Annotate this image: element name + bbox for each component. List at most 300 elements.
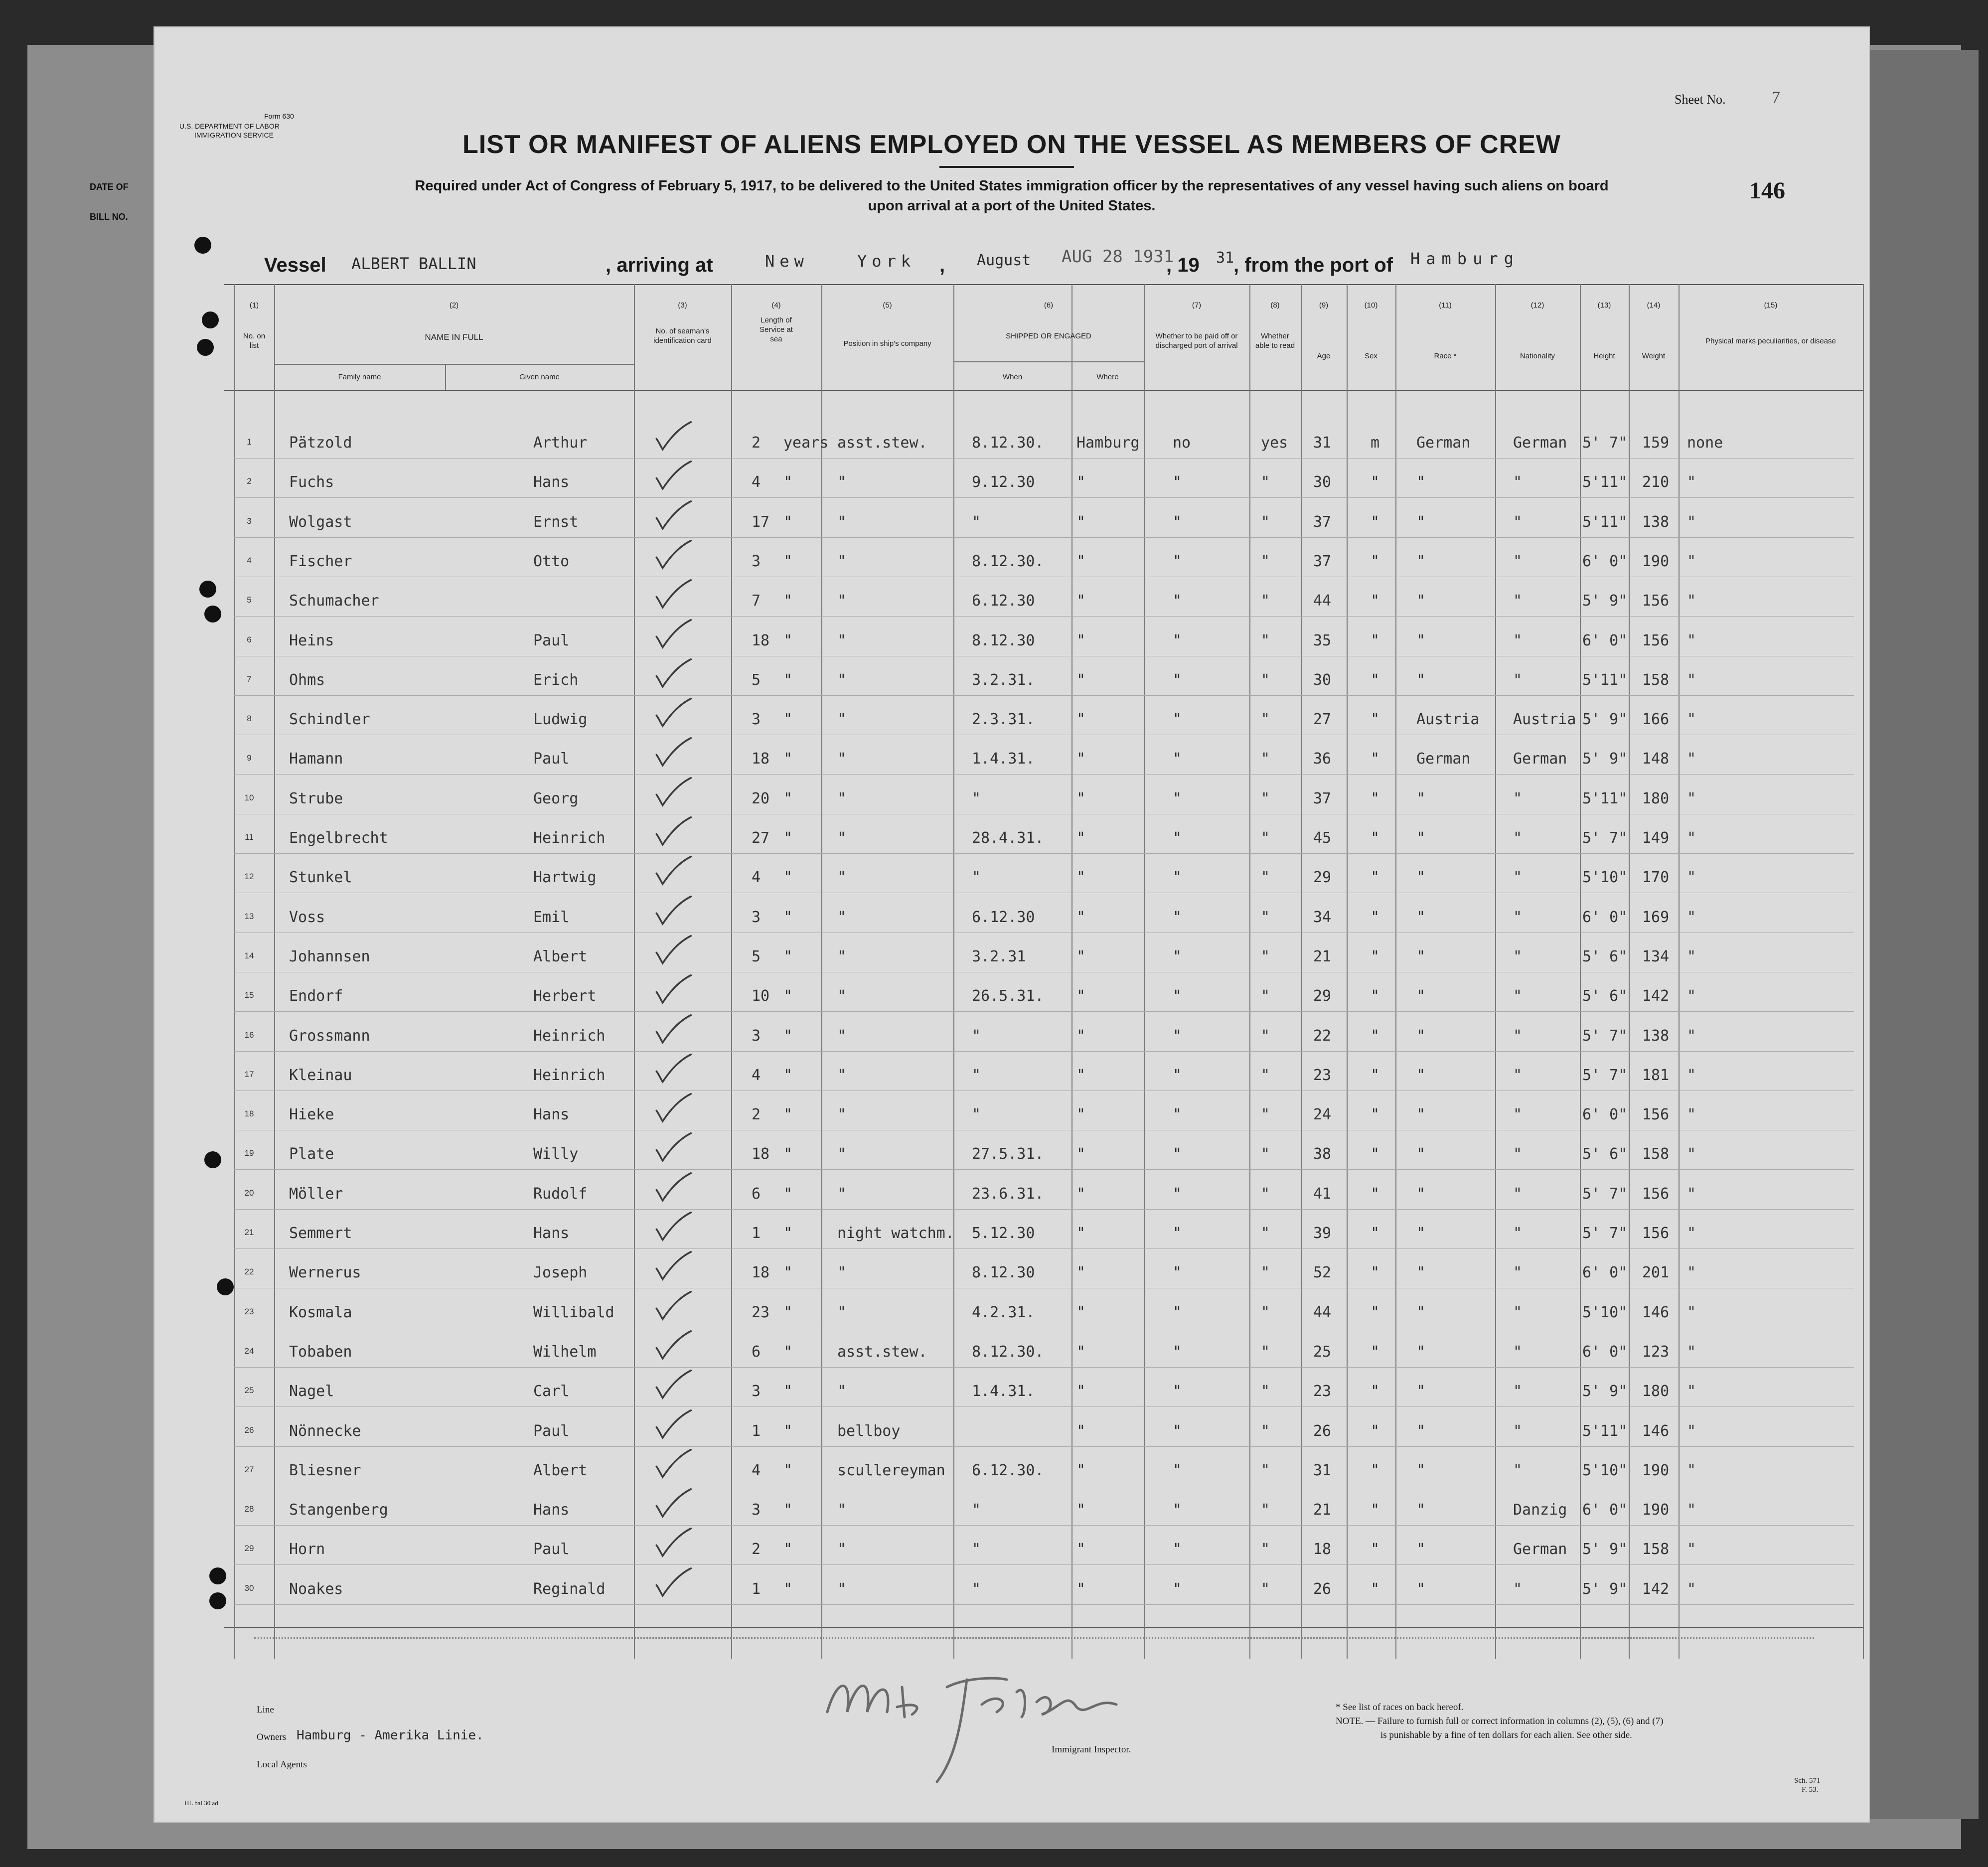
able-to-read-cell: "	[1261, 553, 1270, 570]
subtitle-line2: upon arrival at a port of the United States.	[868, 198, 1156, 214]
service-length-cell: 2	[752, 1106, 761, 1123]
position-cell: "	[837, 711, 847, 728]
nationality-cell: "	[1513, 869, 1523, 886]
family-name-cell: Möller	[289, 1185, 343, 1203]
row-number-cell: 14	[244, 951, 254, 960]
col14-number: (14)	[1647, 301, 1661, 310]
weight-cell: 158	[1642, 1145, 1670, 1163]
shipped-when-cell: 27.5.31.	[972, 1145, 1044, 1163]
race-cell: "	[1416, 1264, 1426, 1281]
family-name-cell: Plate	[289, 1145, 334, 1163]
service-unit-cell: "	[783, 553, 793, 570]
row-number-cell: 27	[244, 1465, 254, 1474]
position-cell: "	[837, 1145, 847, 1163]
family-name-cell: Noakes	[289, 1580, 343, 1598]
age-cell: 44	[1313, 1304, 1332, 1321]
shipped-where-cell: "	[1076, 473, 1086, 491]
paid-off-cell: "	[1173, 1580, 1182, 1598]
shipped-where-cell: "	[1076, 553, 1086, 570]
sex-cell: "	[1371, 1027, 1380, 1045]
shipped-where-cell: "	[1076, 948, 1086, 965]
paid-off-cell: "	[1173, 1185, 1182, 1203]
family-name-cell: Pätzold	[289, 434, 352, 452]
weight-cell: 156	[1642, 632, 1670, 649]
service-unit-cell: "	[783, 869, 793, 886]
paid-off-cell: "	[1173, 1225, 1182, 1242]
paid-off-cell: "	[1173, 948, 1182, 965]
able-to-read-cell: "	[1261, 987, 1270, 1005]
sex-cell: "	[1371, 1383, 1380, 1400]
check-mark-icon	[653, 421, 693, 452]
weight-cell: 190	[1642, 553, 1670, 570]
row-number-cell: 12	[244, 872, 254, 881]
service-length-cell: 18	[752, 1145, 770, 1163]
physical-marks-cell: "	[1687, 790, 1696, 807]
shipped-where-cell: "	[1076, 869, 1086, 886]
shipped-when-cell: 6.12.30	[972, 592, 1035, 610]
service-length-cell: 5	[752, 948, 761, 965]
able-to-read-cell: "	[1261, 671, 1270, 689]
age-cell: 30	[1313, 473, 1332, 491]
able-to-read-cell: "	[1261, 1422, 1270, 1440]
col13-label: Height	[1593, 352, 1615, 360]
row-rule	[234, 1406, 1854, 1407]
paid-off-cell: "	[1173, 1501, 1182, 1519]
position-cell: "	[837, 869, 847, 886]
position-cell: "	[837, 671, 847, 689]
row-rule	[234, 1367, 1854, 1368]
weight-cell: 201	[1642, 1264, 1670, 1281]
row-number-cell: 18	[244, 1109, 254, 1118]
race-cell: "	[1416, 553, 1426, 570]
family-name-cell: Hamann	[289, 750, 343, 768]
able-to-read-cell: "	[1261, 948, 1270, 965]
paid-off-cell: "	[1173, 1462, 1182, 1479]
given-name-cell: Ernst	[533, 513, 579, 531]
nationality-cell: "	[1513, 829, 1523, 847]
physical-marks-cell: "	[1687, 1225, 1696, 1242]
sex-cell: "	[1371, 1580, 1380, 1598]
physical-marks-cell: "	[1687, 909, 1696, 926]
row-number-cell: 26	[244, 1425, 254, 1435]
shipped-when-cell: 8.12.30	[972, 632, 1035, 649]
paid-off-cell: "	[1173, 1541, 1182, 1558]
service-length-cell: 3	[752, 1027, 761, 1045]
paid-off-cell: "	[1173, 592, 1182, 610]
check-mark-icon	[653, 1528, 693, 1558]
physical-marks-cell: "	[1687, 1027, 1696, 1045]
able-to-read-cell: "	[1261, 869, 1270, 886]
service-length-cell: 3	[752, 1383, 761, 1400]
col5-label: Position in ship's company	[843, 339, 931, 348]
age-cell: 35	[1313, 632, 1332, 649]
able-to-read-cell: "	[1261, 750, 1270, 768]
position-cell: "	[837, 1541, 847, 1558]
service-unit-cell: "	[783, 1027, 793, 1045]
given-name-cell: Hartwig	[533, 869, 597, 886]
given-name-cell: Erich	[533, 671, 579, 689]
age-cell: 22	[1313, 1027, 1332, 1045]
shipped-split-rule	[953, 361, 1144, 362]
service-unit-cell: "	[783, 1304, 793, 1321]
age-cell: 25	[1313, 1343, 1332, 1361]
weight-cell: 146	[1642, 1304, 1670, 1321]
service-unit-cell: "	[783, 1462, 793, 1479]
col5-number: (5)	[883, 301, 892, 310]
col4-label: Length of Service at sea	[760, 316, 793, 343]
nationality-cell: "	[1513, 1264, 1523, 1281]
height-cell: 5' 9"	[1582, 1383, 1628, 1400]
physical-marks-cell: "	[1687, 869, 1696, 886]
row-number-cell: 3	[247, 516, 252, 526]
position-cell: "	[837, 829, 847, 847]
shipped-when-cell: "	[972, 1541, 981, 1558]
sex-cell: "	[1371, 1462, 1380, 1479]
race-cell: "	[1416, 1422, 1426, 1440]
age-cell: 38	[1313, 1145, 1332, 1163]
service-length-cell: 2	[752, 434, 761, 452]
shipped-where-cell: Hamburg	[1076, 434, 1140, 452]
weight-cell: 156	[1642, 1185, 1670, 1203]
check-mark-icon	[653, 500, 693, 531]
position-cell: "	[837, 1264, 847, 1281]
page-number: 146	[1749, 177, 1785, 204]
inspector-signature	[817, 1657, 1176, 1787]
race-cell: "	[1416, 1343, 1426, 1361]
position-cell: "	[837, 553, 847, 570]
check-mark-icon	[653, 619, 693, 650]
position-cell: "	[837, 750, 847, 768]
shipped-when-cell: 6.12.30	[972, 909, 1035, 926]
check-mark-icon	[653, 698, 693, 729]
form-number: Form 630	[264, 112, 294, 120]
sex-cell: "	[1371, 1422, 1380, 1440]
age-cell: 24	[1313, 1106, 1332, 1123]
service-length-cell: 17	[752, 513, 770, 531]
height-cell: 5' 9"	[1582, 1541, 1628, 1558]
position-cell: "	[837, 592, 847, 610]
service-length-cell: 4	[752, 1462, 761, 1479]
shipped-when-cell: 2.3.31.	[972, 711, 1035, 728]
paid-off-cell: "	[1173, 1145, 1182, 1163]
given-name-cell: Herbert	[533, 987, 597, 1005]
check-mark-icon	[653, 461, 693, 491]
shipped-where-cell: "	[1076, 790, 1086, 807]
vessel-label: Vessel	[264, 254, 326, 276]
row-number-cell: 4	[247, 556, 252, 565]
given-name-cell: Albert	[533, 948, 588, 965]
height-cell: 6' 0"	[1582, 632, 1628, 649]
check-mark-icon	[653, 1409, 693, 1440]
local-agents-label: Local Agents	[257, 1759, 307, 1770]
height-cell: 6' 0"	[1582, 553, 1628, 570]
given-name-cell: Hans	[533, 1106, 570, 1123]
col4-number: (4)	[771, 301, 781, 310]
race-cell: "	[1416, 1462, 1426, 1479]
shipped-when-cell: "	[972, 1027, 981, 1045]
row-rule	[234, 497, 1854, 498]
row-number-cell: 25	[244, 1386, 254, 1395]
nationality-cell: "	[1513, 790, 1523, 807]
shipped-where-cell: "	[1076, 1067, 1086, 1084]
shipped-when-cell: 23.6.31.	[972, 1185, 1044, 1203]
family-name-cell: Nagel	[289, 1383, 334, 1400]
able-to-read-cell: "	[1261, 1541, 1270, 1558]
col1-number: (1)	[249, 301, 259, 310]
race-cell: "	[1416, 473, 1426, 491]
nationality-cell: "	[1513, 592, 1523, 610]
service-length-cell: 4	[752, 473, 761, 491]
col10-label: Sex	[1365, 352, 1377, 360]
shipped-when-cell: "	[972, 869, 981, 886]
service-unit-cell: "	[783, 1343, 793, 1361]
service-length-cell: 6	[752, 1343, 761, 1361]
race-cell: "	[1416, 987, 1426, 1005]
sex-cell: "	[1371, 513, 1380, 531]
paid-off-cell: "	[1173, 1027, 1182, 1045]
able-to-read-cell: "	[1261, 1462, 1270, 1479]
race-cell: "	[1416, 790, 1426, 807]
shipped-where-cell: "	[1076, 1304, 1086, 1321]
service-unit-cell: "	[783, 1067, 793, 1084]
col11-number: (11)	[1439, 301, 1452, 310]
given-name-cell: Heinrich	[533, 1067, 606, 1084]
race-cell: "	[1416, 1185, 1426, 1203]
given-name-cell: Paul	[533, 750, 570, 768]
race-cell: "	[1416, 1304, 1426, 1321]
service-length-cell: 6	[752, 1185, 761, 1203]
service-length-cell: 23	[752, 1304, 770, 1321]
family-name-cell: Voss	[289, 909, 325, 926]
row-number-cell: 30	[244, 1583, 254, 1593]
nationality-cell: "	[1513, 987, 1523, 1005]
nationality-cell: "	[1513, 1145, 1523, 1163]
nationality-cell: "	[1513, 553, 1523, 570]
row-rule	[234, 1090, 1854, 1091]
shipped-where-cell: "	[1076, 1185, 1086, 1203]
family-name-cell: Grossmann	[289, 1027, 370, 1045]
shipped-where-cell: "	[1076, 1541, 1086, 1558]
position-cell: asst.stew.	[837, 434, 927, 452]
height-cell: 5' 6"	[1582, 1145, 1628, 1163]
arriving-city-1: New	[765, 252, 809, 271]
weight-cell: 169	[1642, 909, 1670, 926]
shipped-when-cell: "	[972, 1580, 981, 1598]
shipped-where-cell: "	[1076, 671, 1086, 689]
service-length-cell: 2	[752, 1541, 761, 1558]
row-number-cell: 9	[247, 753, 252, 763]
given-name-cell: Hans	[533, 1225, 570, 1242]
row-number-cell: 19	[244, 1148, 254, 1158]
owners-label: Owners	[257, 1732, 287, 1742]
height-cell: 5' 9"	[1582, 711, 1628, 728]
race-cell: "	[1416, 948, 1426, 965]
position-cell: "	[837, 909, 847, 926]
nationality-cell: "	[1513, 909, 1523, 926]
penalty-note-2: is punishable by a fine of ten dollars for each alien. See other side.	[1380, 1730, 1632, 1740]
binder-hole	[194, 237, 211, 254]
weight-cell: 134	[1642, 948, 1670, 965]
able-to-read-cell: "	[1261, 513, 1270, 531]
given-name-cell: Hans	[533, 473, 570, 491]
check-mark-icon	[653, 1093, 693, 1124]
height-cell: 5' 7"	[1582, 829, 1628, 847]
age-cell: 29	[1313, 869, 1332, 886]
able-to-read-cell: "	[1261, 1580, 1270, 1598]
col12-label: Nationality	[1520, 352, 1555, 360]
weight-cell: 158	[1642, 671, 1670, 689]
given-name-cell: Albert	[533, 1462, 588, 1479]
penalty-note-1: NOTE. — Failure to furnish full or correct information in columns (2), (5), (6) and (7)	[1336, 1716, 1664, 1726]
shipped-where-cell: "	[1076, 1264, 1086, 1281]
nationality-cell: "	[1513, 632, 1523, 649]
height-cell: 5'11"	[1582, 671, 1628, 689]
paid-off-cell: "	[1173, 1383, 1182, 1400]
check-mark-icon	[653, 856, 693, 887]
position-cell: bellboy	[837, 1422, 901, 1440]
check-mark-icon	[653, 816, 693, 847]
service-length-cell: 20	[752, 790, 770, 807]
sex-cell: "	[1371, 711, 1380, 728]
service-length-cell: 3	[752, 909, 761, 926]
age-cell: 37	[1313, 513, 1332, 531]
sex-cell: "	[1371, 1541, 1380, 1558]
service-unit-cell: "	[783, 1185, 793, 1203]
physical-marks-cell: "	[1687, 1383, 1696, 1400]
height-cell: 6' 0"	[1582, 1106, 1628, 1123]
line-label: Line	[257, 1705, 274, 1715]
shipped-where-cell: "	[1076, 1580, 1086, 1598]
check-mark-icon	[653, 1212, 693, 1243]
from-port-label: , from the port of	[1233, 254, 1393, 276]
subtitle-line1: Required under Act of Congress of February 5, 1917, to be delivered to the United States immigration officer by the representatives of any vessel having such aliens on board	[415, 178, 1609, 194]
weight-cell: 180	[1642, 1383, 1670, 1400]
height-cell: 6' 0"	[1582, 909, 1628, 926]
physical-marks-cell: "	[1687, 632, 1696, 649]
given-name-cell: Heinrich	[533, 1027, 606, 1045]
row-rule	[234, 695, 1854, 696]
given-name-cell: Hans	[533, 1501, 570, 1519]
check-mark-icon	[653, 1054, 693, 1085]
service-unit-cell: "	[783, 948, 793, 965]
arriving-label: , arriving at	[606, 254, 713, 276]
physical-marks-cell: "	[1687, 1580, 1696, 1598]
paid-off-cell: "	[1173, 1067, 1182, 1084]
physical-marks-cell: "	[1687, 1501, 1696, 1519]
service-unit-cell: "	[783, 711, 793, 728]
year-prefix: , 19	[1166, 254, 1200, 276]
nationality-cell: Austria	[1513, 711, 1576, 728]
title-rule	[939, 166, 1074, 168]
col7-label: Whether to be paid off or discharged port of arrival	[1155, 332, 1238, 350]
weight-cell: 142	[1642, 987, 1670, 1005]
service-unit-cell: "	[783, 790, 793, 807]
physical-marks-cell: "	[1687, 592, 1696, 610]
col2-given: Given name	[519, 373, 560, 381]
nationality-cell: "	[1513, 1580, 1523, 1598]
sex-cell: "	[1371, 909, 1380, 926]
row-rule	[234, 1604, 1854, 1605]
row-number-cell: 7	[247, 674, 252, 684]
age-cell: 26	[1313, 1422, 1332, 1440]
service-unit-cell: "	[783, 829, 793, 847]
age-cell: 44	[1313, 592, 1332, 610]
nationality-cell: "	[1513, 671, 1523, 689]
row-number-cell: 6	[247, 635, 252, 644]
nationality-cell: "	[1513, 1304, 1523, 1321]
able-to-read-cell: yes	[1261, 434, 1288, 452]
sex-cell: "	[1371, 987, 1380, 1005]
sex-cell: "	[1371, 632, 1380, 649]
sex-cell: "	[1371, 553, 1380, 570]
able-to-read-cell: "	[1261, 1185, 1270, 1203]
backing-strip	[1864, 50, 1979, 1819]
sex-cell: "	[1371, 1264, 1380, 1281]
check-mark-icon	[653, 1291, 693, 1322]
physical-marks-cell: "	[1687, 987, 1696, 1005]
family-name-cell: Kleinau	[289, 1067, 352, 1084]
service-length-cell: 27	[752, 829, 770, 847]
physical-marks-cell: "	[1687, 829, 1696, 847]
able-to-read-cell: "	[1261, 711, 1270, 728]
age-cell: 52	[1313, 1264, 1332, 1281]
service-unit-cell: "	[783, 1145, 793, 1163]
check-mark-icon	[653, 896, 693, 927]
row-rule	[234, 1525, 1854, 1526]
age-cell: 18	[1313, 1541, 1332, 1558]
col12-number: (12)	[1530, 301, 1544, 310]
age-cell: 23	[1313, 1383, 1332, 1400]
race-cell: "	[1416, 1027, 1426, 1045]
nationality-cell: "	[1513, 948, 1523, 965]
shipped-when-cell: 8.12.30	[972, 1264, 1035, 1281]
row-rule	[234, 1051, 1854, 1052]
family-name-cell: Heins	[289, 632, 334, 649]
sex-cell: "	[1371, 948, 1380, 965]
family-name-cell: Tobaben	[289, 1343, 352, 1361]
physical-marks-cell: "	[1687, 1422, 1696, 1440]
service-unit-cell: "	[783, 632, 793, 649]
nationality-cell: "	[1513, 1185, 1523, 1203]
table-top-rule	[224, 284, 1864, 285]
row-number-cell: 5	[247, 595, 252, 605]
weight-cell: 156	[1642, 1225, 1670, 1242]
sex-cell: "	[1371, 1343, 1380, 1361]
service-unit-cell: "	[783, 1264, 793, 1281]
weight-cell: 181	[1642, 1067, 1670, 1084]
able-to-read-cell: "	[1261, 1383, 1270, 1400]
service-unit-cell: "	[783, 473, 793, 491]
service-length-cell: 3	[752, 553, 761, 570]
position-cell: "	[837, 1383, 847, 1400]
check-mark-icon	[653, 1132, 693, 1163]
height-cell: 5' 6"	[1582, 948, 1628, 965]
age-cell: 21	[1313, 1501, 1332, 1519]
row-rule	[234, 853, 1854, 854]
physical-marks-cell: "	[1687, 1145, 1696, 1163]
page-title: LIST OR MANIFEST OF ALIENS EMPLOYED ON THE VESSEL AS MEMBERS OF CREW	[462, 130, 1561, 159]
race-cell: German	[1416, 750, 1471, 768]
service-length-cell: 4	[752, 1067, 761, 1084]
shipped-when-cell: 6.12.30.	[972, 1462, 1044, 1479]
shipped-when-cell: 3.2.31.	[972, 671, 1035, 689]
row-rule	[234, 616, 1854, 617]
paid-off-cell: no	[1173, 434, 1191, 452]
height-cell: 5' 9"	[1582, 592, 1628, 610]
shipped-when-cell: 26.5.31.	[972, 987, 1044, 1005]
able-to-read-cell: "	[1261, 1225, 1270, 1242]
check-mark-icon	[653, 1172, 693, 1203]
